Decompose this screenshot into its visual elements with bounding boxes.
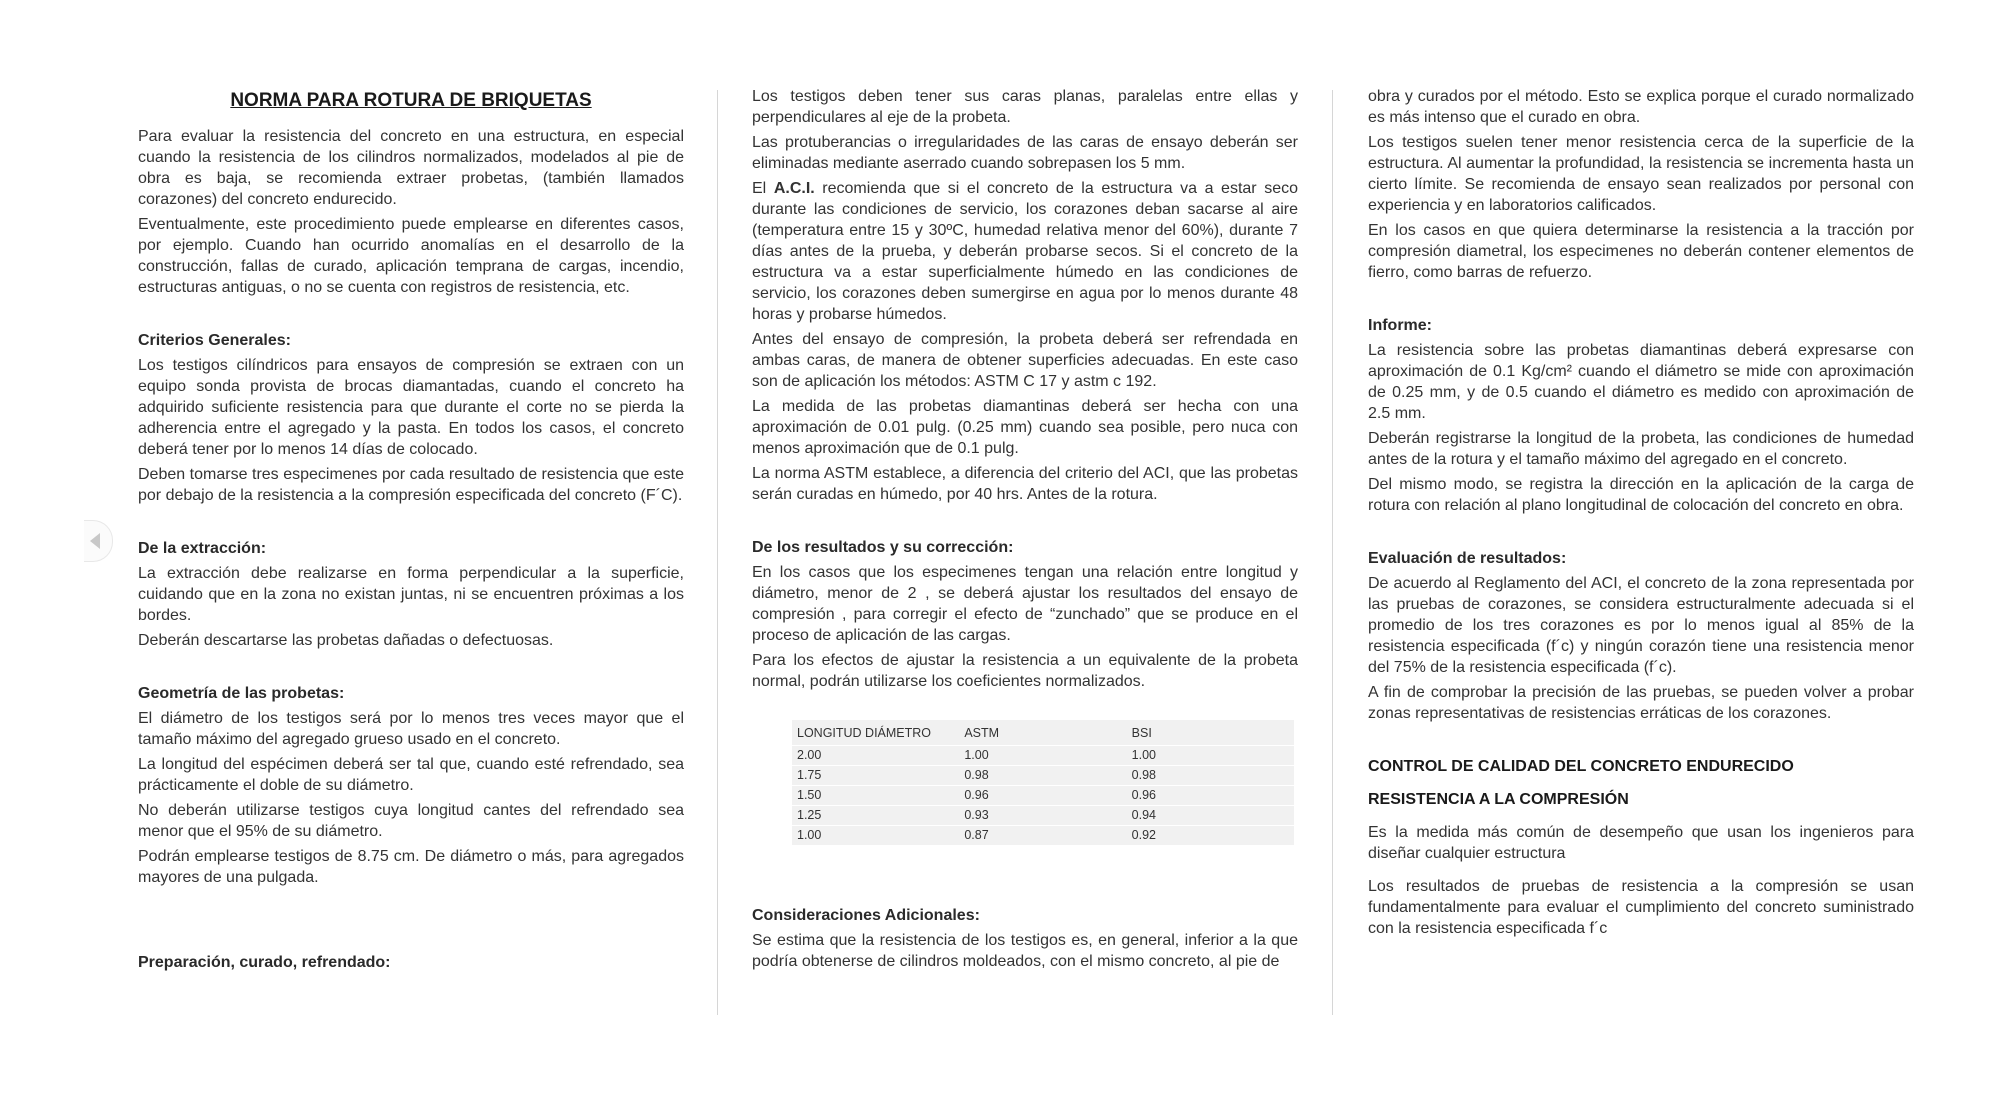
table-cell: 0.98 — [959, 766, 1126, 786]
table-cell: 0.93 — [959, 806, 1126, 826]
table-cell: 0.96 — [1127, 786, 1294, 806]
paragraph: Deberán registrarse la longitud de la probeta, las condiciones de humedad antes de la rotura y el tamaño máximo del agregado en el concreto. — [1368, 430, 1914, 468]
paragraph: Es la medida más común de desempeño que usan los ingenieros para diseñar cualquier estructura — [1368, 824, 1914, 862]
table-cell: 1.00 — [959, 746, 1126, 766]
section-heading-control: CONTROL DE CALIDAD DEL CONCRETO ENDURECIDO — [1368, 758, 1794, 775]
table-cell: 0.96 — [959, 786, 1126, 806]
text-span: El — [752, 180, 774, 197]
paragraph: De acuerdo al Reglamento del ACI, el concreto de la zona representada por las pruebas de corazones, se considera estructuralmente adecuada si el promedio de los tres corazones es por lo menos igual al 85% de la resistencia especificada (f´c) y ningún corazón tiene una resistencia menor del 75% de la resistencia especificada (f´c). — [1368, 575, 1914, 676]
paragraph: En los casos que los especimenes tengan una relación entre longitud y diámetro, menor de 2 , se deberá ajustar los resultados del ensayo de compresión , para corregir el efecto de “zunchado” que se produce en el proceso de aplicación de las cargas. — [752, 564, 1298, 644]
paragraph: Deben tomarse tres especimenes por cada resultado de resistencia que este por debajo de la resistencia a la compresión especificada del concreto (F´C). — [138, 466, 684, 504]
paragraph: A fin de comprobar la precisión de las pruebas, se pueden volver a probar zonas representativas de resistencias erráticas de los corazones. — [1368, 684, 1914, 722]
table-row — [792, 806, 1294, 826]
paragraph: Los testigos cilíndricos para ensayos de compresión se extraen con un equipo sonda provista de brocas diamantadas, cuando el concreto ha adquirido suficiente resistencia para que durante el corte no se pierda la adherencia entre el agregado y la pasta. En todos los casos, el concreto deberá tener por lo menos 14 días de colocado. — [138, 357, 684, 458]
column-2 — [752, 86, 1298, 976]
paragraph: Antes del ensayo de compresión, la probeta deberá ser refrendada en ambas caras, de manera de obtener superficies adecuadas. En este caso son de aplicación los métodos: ASTM C 17 y astm c 192. — [752, 331, 1298, 390]
table-cell: 1.00 — [792, 826, 959, 846]
table-row — [792, 826, 1294, 846]
section-heading-consideraciones: Consideraciones Adicionales: — [752, 907, 980, 924]
paragraph: Eventualmente, este procedimiento puede emplearse en diferentes casos, por ejemplo. Cuando han ocurrido anomalías en el desarrollo de la construcción, fallas de curado, aplicación temprana de cargas, incendio, estructuras antiguas, o no se cuenta con registros de resistencia, etc. — [138, 216, 684, 296]
paragraph: Los testigos suelen tener menor resistencia cerca de la superficie de la estructura. Al aumentar la profundidad, la resistencia se incrementa hasta un cierto límite. Se recomienda de ensayo sean realizados por personal con experiencia y en laboratorios calificados. — [1368, 134, 1914, 214]
paragraph: La resistencia sobre las probetas diamantinas deberá expresarse con aproximación de 0.1 Kg/cm² cuando el diámetro se mide con aproximación de 0.25 mm, y de 0.5 cuando el diámetro es medido con aproximación de 2.5 mm. — [1368, 342, 1914, 422]
paragraph: Para evaluar la resistencia del concreto en una estructura, en especial cuando la resistencia de los cilindros normalizados, modelados al pie de obra es baja, se recomienda extraer probetas, (también llamados corazones) del concreto endurecido. — [138, 128, 684, 208]
paragraph: En los casos en que quiera determinarse la resistencia a la tracción por compresión diametral, los especimenes no deberán contener elementos de fierro, como barras de refuerzo. — [1368, 222, 1914, 281]
section-heading-resistencia: RESISTENCIA A LA COMPRESIÓN — [1368, 791, 1629, 808]
table-cell: 1.00 — [1127, 746, 1294, 766]
previous-page-arrow-icon[interactable] — [84, 520, 113, 562]
document-title: NORMA PARA ROTURA DE BRIQUETAS — [230, 90, 592, 111]
column-1 — [138, 86, 684, 977]
table-cell: 0.98 — [1127, 766, 1294, 786]
section-heading-preparacion: Preparación, curado, refrendado: — [138, 954, 391, 971]
paragraph: Podrán emplearse testigos de 8.75 cm. De diámetro o más, para agregados mayores de una pulgada. — [138, 848, 684, 886]
table-header: LONGITUD DIÁMETRO — [797, 726, 932, 740]
section-heading-criterios: Criterios Generales: — [138, 332, 291, 349]
table-header: BSI — [1131, 726, 1152, 740]
table-row — [792, 766, 1294, 786]
paragraph: La longitud del espécimen deberá ser tal que, cuando esté refrendado, sea prácticamente el doble de su diámetro. — [138, 756, 684, 794]
paragraph: Para los efectos de ajustar la resistencia a un equivalente de la probeta normal, podrán utilizarse los coeficientes normalizados. — [752, 652, 1298, 690]
text-span: recomienda que si el concreto de la estructura va a estar seco durante las condiciones de servicio, los corazones deban sacarse al aire (temperatura entre 15 y 30ºC, humedad relativa menor del 60%), durante 7 días antes de la prueba, y deberán probarse secos. Si el concreto de la estructura va a estar superficialmente húmedo en las condiciones de servicio, los corazones deben sumergirse en agua por lo menos durante 48 horas y probarse húmedos. — [752, 180, 1299, 323]
table-cell: 0.94 — [1127, 806, 1294, 826]
table-header: ASTM — [964, 726, 1000, 740]
table-row — [792, 786, 1294, 806]
paragraph: Los resultados de pruebas de resistencia a la compresión se usan fundamentalmente para evaluar el cumplimiento del concreto suministrado con la resistencia especificada f´c — [1368, 878, 1914, 937]
section-heading-geometria: Geometría de las probetas: — [138, 685, 345, 702]
section-heading-resultados: De los resultados y su corrección: — [752, 539, 1014, 556]
paragraph-aci — [752, 178, 1298, 325]
column-3 — [1368, 86, 1914, 943]
paragraph: La medida de las probetas diamantinas deberá ser hecha con una aproximación de 0.01 pulg. (0.25 mm) cuando sea posible, pero nuca con menos aproximación que de 0.1 pulg. — [752, 398, 1298, 457]
section-heading-evaluacion: Evaluación de resultados: — [1368, 550, 1567, 567]
section-heading-informe: Informe: — [1368, 317, 1432, 334]
paragraph: Deberán descartarse las probetas dañadas o defectuosas. — [138, 632, 554, 649]
column-divider — [1332, 90, 1333, 1015]
table-cell: 0.92 — [1127, 826, 1294, 846]
bold-span: A.C.I. — [773, 180, 815, 197]
column-divider — [717, 90, 718, 1015]
chevron-left-icon — [90, 533, 100, 549]
paragraph: Los testigos deben tener sus caras planas, paralelas entre ellas y perpendiculares al eje de la probeta. — [752, 88, 1298, 126]
paragraph: El diámetro de los testigos será por lo menos tres veces mayor que el tamaño máximo del agregado grueso usado en el concreto. — [138, 710, 684, 748]
paragraph: Del mismo modo, se registra la dirección en la aplicación de la carga de rotura con relación al plano longitudinal de colocación del concreto en obra. — [1368, 476, 1914, 514]
table-row — [792, 746, 1294, 766]
paragraph: obra y curados por el método. Esto se explica porque el curado normalizado es más intenso que el curado en obra. — [1368, 88, 1914, 126]
paragraph: Las protuberancias o irregularidades de las caras de ensayo deberán ser eliminadas mediante aserrado cuando sobrepasen los 5 mm. — [752, 134, 1298, 172]
table-cell: 1.75 — [792, 766, 959, 786]
paragraph: Se estima que la resistencia de los testigos es, en general, inferior a la que podría obtenerse de cilindros moldeados, con el mismo concreto, al pie de — [752, 932, 1298, 970]
paragraph: No deberán utilizarse testigos cuya longitud cantes del refrendado sea menor que el 95% de su diámetro. — [138, 802, 684, 840]
table-cell: 2.00 — [792, 746, 959, 766]
paragraph: La norma ASTM establece, a diferencia del criterio del ACI, que las probetas serán curadas en húmedo, por 40 hrs. Antes de la rotura. — [752, 465, 1298, 503]
coefficients-table — [792, 720, 1294, 845]
table-cell: 1.25 — [792, 806, 959, 826]
paragraph: La extracción debe realizarse en forma perpendicular a la superficie, cuidando que en la zona no existan juntas, ni se encuentren próximas a los bordes. — [138, 565, 684, 624]
table-cell: 1.50 — [792, 786, 959, 806]
section-heading-extraccion: De la extracción: — [138, 540, 267, 557]
table-cell: 0.87 — [959, 826, 1126, 846]
